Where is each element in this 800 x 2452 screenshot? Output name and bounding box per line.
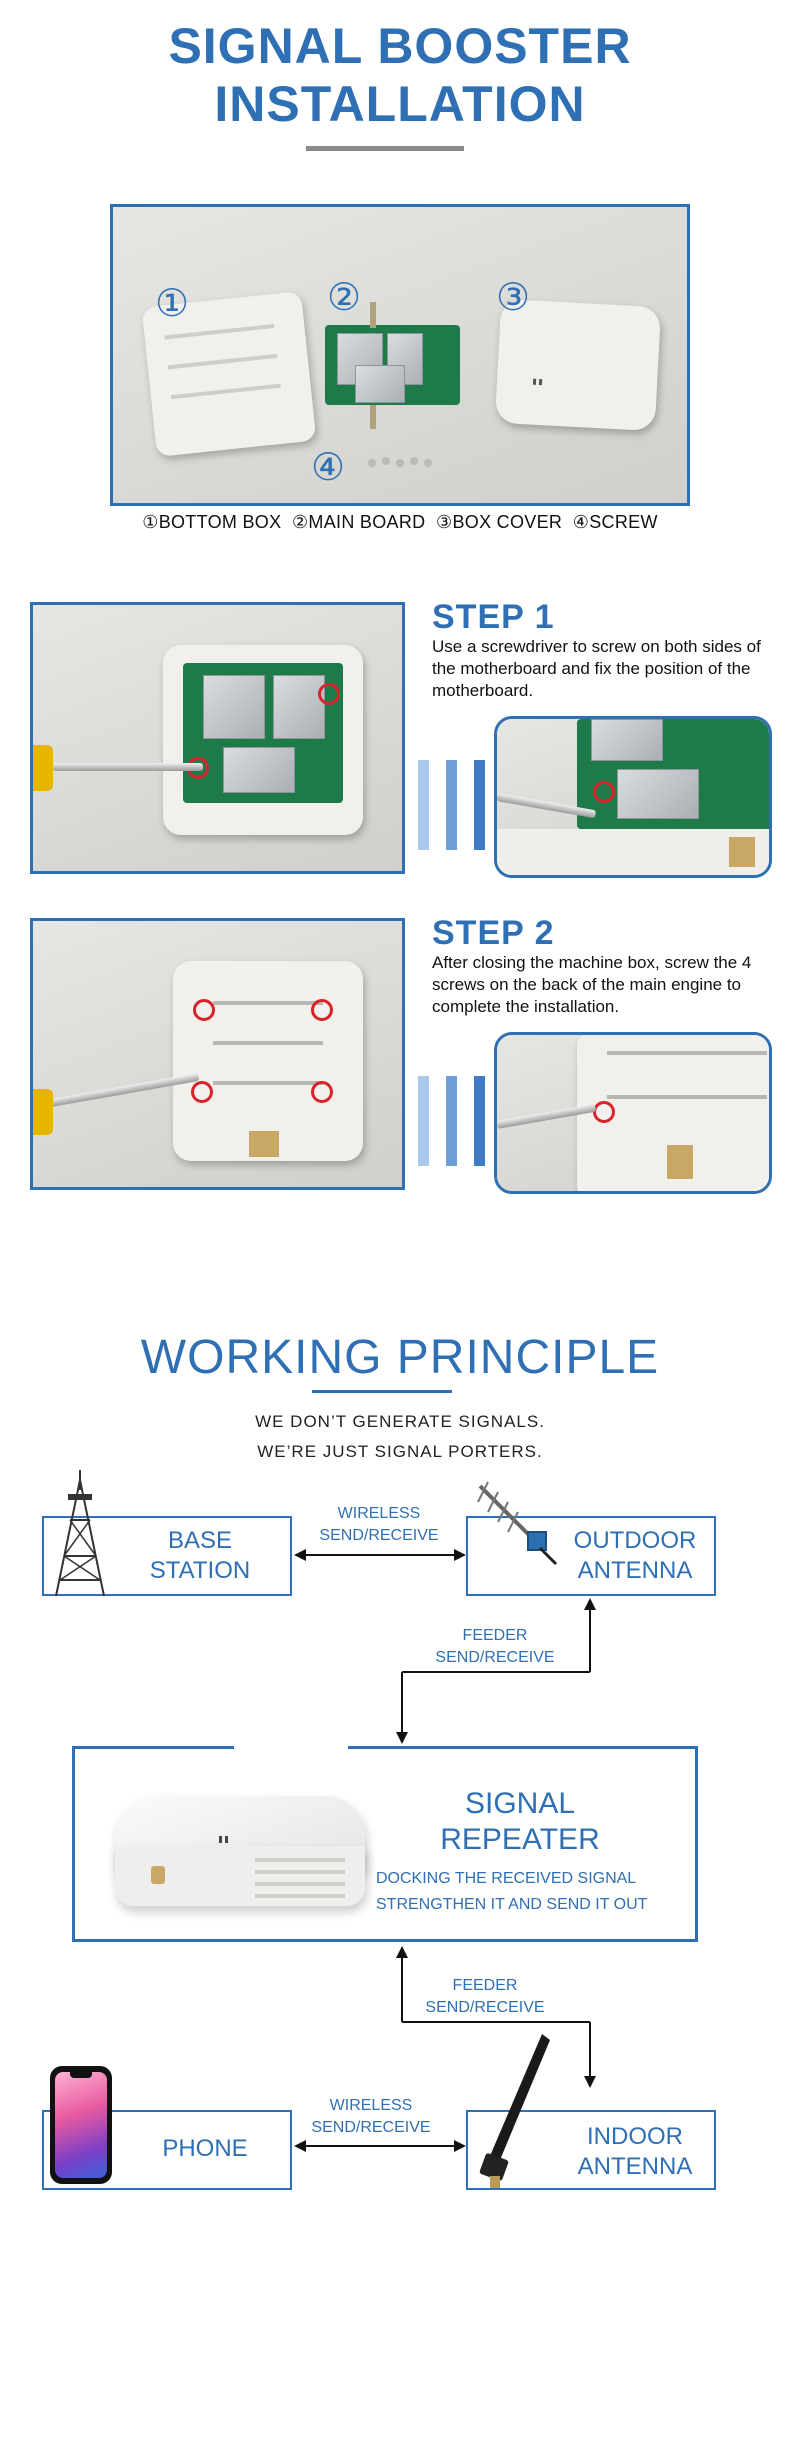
page-title-line-2: INSTALLATION (214, 76, 586, 132)
stripe-dark-2 (474, 1076, 485, 1166)
outdoor-antenna-label-1: OUTDOOR (573, 1527, 697, 1554)
phone-icon (50, 2066, 112, 2184)
title-underline (306, 146, 464, 151)
feeder-bottom-label-2: SEND/RECEIVE (425, 1999, 545, 2016)
wireless-bottom-arrow (292, 2136, 468, 2156)
screwdriver-shaft (53, 763, 203, 771)
stripe-dark (474, 760, 485, 850)
step2-title: STEP 2 (432, 914, 555, 952)
outdoor-antenna-label-2: ANTENNA (577, 1557, 693, 1584)
wireless-bottom-label-2: SEND/RECEIVE (311, 2119, 431, 2136)
wireless-top-label-1: WIRELESS (337, 1505, 421, 1522)
phone-label: PHONE (162, 2135, 248, 2162)
parts-photo (110, 204, 690, 506)
screw-marker-6 (311, 1081, 333, 1103)
parts-caption: ①BOTTOM BOX ②MAIN BOARD ③BOX COVER ④SCREW (142, 512, 658, 532)
indoor-antenna-label-2: ANTENNA (577, 2153, 693, 2180)
marker-main-board: ② (327, 277, 362, 319)
feeder-top-arrow (390, 1596, 600, 1746)
feeder-top-label-1: FEEDER (462, 1627, 528, 1644)
repeater-desc-1: DOCKING THE RECEIVED SIGNAL (376, 1870, 637, 1887)
repeater-label-2: REPEATER (440, 1823, 600, 1856)
principle-tagline-1: WE DON’T GENERATE SIGNALS. (255, 1412, 545, 1431)
marker-screw: ④ (311, 447, 346, 489)
base-station-label-2: STATION (149, 1557, 251, 1584)
main-board-image (325, 325, 460, 405)
screw-marker-4 (311, 999, 333, 1021)
feeder-top-label-2: SEND/RECEIVE (435, 1649, 555, 1666)
connector-top (370, 302, 376, 328)
yagi-antenna-icon (470, 1476, 570, 1566)
wireless-top-label-2: SEND/RECEIVE (319, 1527, 439, 1544)
principle-underline (312, 1390, 452, 1393)
screw-marker-5 (191, 1081, 213, 1103)
indoor-antenna-icon (470, 2030, 560, 2190)
base-station-label-1: BASE (167, 1527, 233, 1554)
stripe-light-2 (418, 1076, 429, 1166)
step1-title: STEP 1 (432, 598, 555, 636)
repeater-desc-2: STRENGTHEN IT AND SEND IT OUT (376, 1896, 648, 1913)
marker-bottom-box: ① (155, 283, 190, 325)
screwdriver-handle (30, 745, 53, 791)
screw-marker-3 (193, 999, 215, 1021)
connector-bottom (370, 405, 376, 429)
tower-icon (50, 1460, 110, 1600)
wireless-bottom-label-1: WIRELESS (329, 2097, 413, 2114)
repeater-label-1: SIGNAL (464, 1787, 576, 1820)
principle-title: WORKING PRINCIPLE (140, 1331, 660, 1384)
screws-image (368, 457, 438, 469)
repeater-device-image (105, 1766, 385, 1926)
stripe-mid (446, 760, 457, 850)
indoor-antenna-label-1: INDOOR (587, 2123, 683, 2150)
step1-text: Use a screwdriver to screw on both sides of the motherboard and fix the position of the motherboard. (432, 637, 761, 700)
wireless-top-arrow (292, 1545, 468, 1565)
step1-photo (30, 602, 405, 874)
stripe-mid-2 (446, 1076, 457, 1166)
screw-marker-1 (318, 683, 340, 705)
step2-text: After closing the machine box, screw the 4 screws on the back of the main engine to complete the installation. (432, 953, 752, 1016)
principle-tagline-2: WE’RE JUST SIGNAL PORTERS. (257, 1442, 543, 1461)
marker-box-cover: ③ (496, 277, 531, 319)
feeder-bottom-label-1: FEEDER (452, 1977, 518, 1994)
repeater-box-gap (234, 1740, 348, 1752)
page-title-line-1: SIGNAL BOOSTER (168, 18, 632, 74)
stripe-light (418, 760, 429, 850)
step2-zoom-photo (494, 1032, 772, 1194)
step1-zoom-photo (494, 716, 772, 878)
step2-photo (30, 918, 405, 1190)
